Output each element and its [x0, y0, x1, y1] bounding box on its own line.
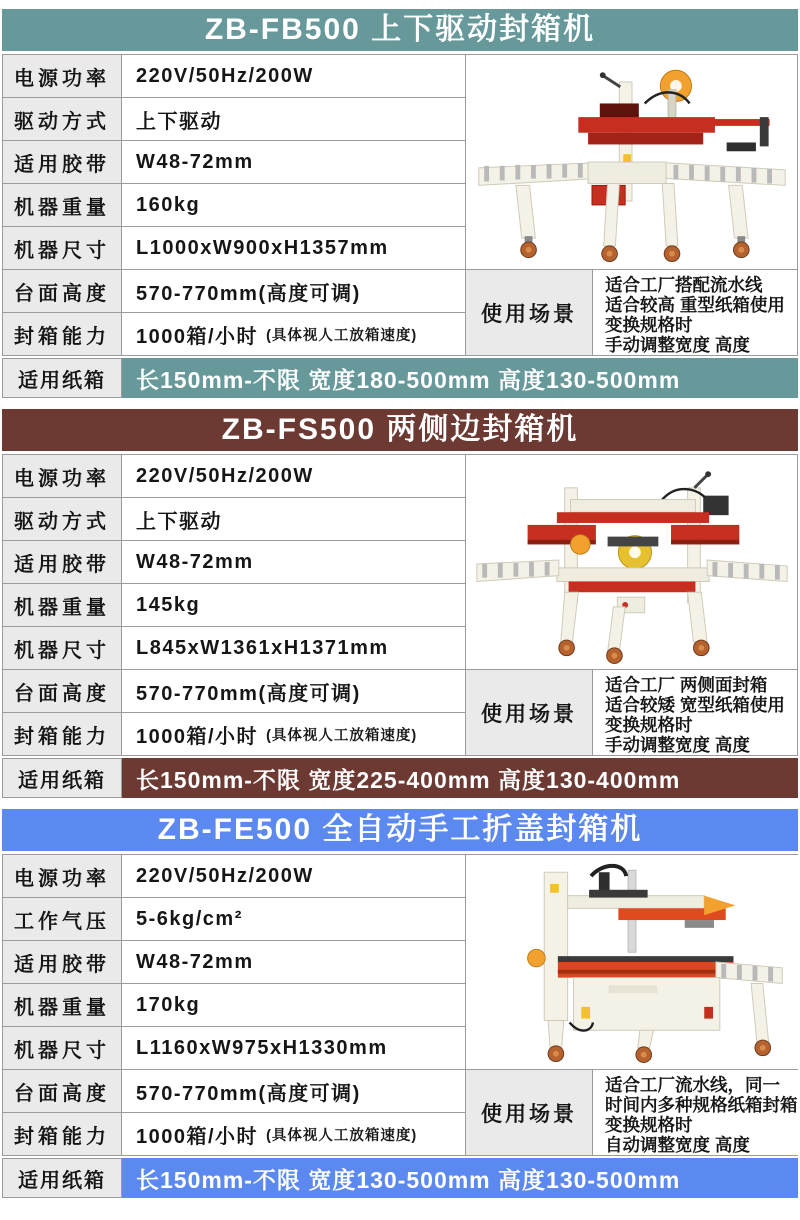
spec-label: 机器尺寸: [3, 1027, 121, 1069]
spec-value: 160kg: [122, 184, 465, 226]
spec-label: 机器重量: [3, 984, 121, 1026]
spec-label: 机器尺寸: [3, 627, 121, 669]
spec-value: 220V/50Hz/200W: [122, 55, 465, 97]
spec-label: 封箱能力: [3, 313, 121, 355]
usage-text: [593, 670, 797, 755]
spec-value: 220V/50Hz/200W: [122, 855, 465, 897]
usage-line: 时间内多种规格纸箱封箱: [605, 1095, 798, 1115]
spec-value-note: (具体视人工放箱速度): [266, 1127, 418, 1144]
usage-line: 手动调整宽度 高度: [605, 335, 750, 355]
carton-row: [2, 1158, 798, 1198]
spec-label: 电源功率: [3, 55, 121, 97]
usage-line: 变换规格时: [605, 315, 693, 335]
usage-line: 变换规格时: [605, 715, 693, 735]
machine-illustration: [472, 859, 794, 1065]
spec-label: 机器重量: [3, 584, 121, 626]
spec-label: 封箱能力: [3, 713, 121, 755]
section-zb-fs500: [2, 409, 798, 798]
machine-illustration: [471, 459, 793, 665]
spec-label: 台面高度: [3, 670, 121, 712]
spec-label: 电源功率: [3, 455, 121, 497]
spec-label: 台面高度: [3, 270, 121, 312]
spec-value: [122, 313, 465, 355]
spec-value: 570-770mm(高度可调): [122, 1070, 465, 1112]
usage-line: 适合较高 重型纸箱使用: [605, 295, 785, 315]
spec-table: [2, 454, 798, 756]
spec-value-main: 1000箱/小时: [136, 325, 259, 348]
spec-label: 台面高度: [3, 1070, 121, 1112]
carton-value: 长150mm-不限 宽度130-500mm 高度130-500mm: [122, 1158, 798, 1198]
spec-value: 570-770mm(高度可调): [122, 270, 465, 312]
spec-label: 适用胶带: [3, 941, 121, 983]
spec-value: W48-72mm: [122, 141, 465, 183]
usage-text: [593, 270, 797, 355]
usage-cell: [466, 670, 797, 755]
carton-row: [2, 358, 798, 398]
spec-label: 机器尺寸: [3, 227, 121, 269]
usage-text: [593, 1070, 800, 1155]
spec-value-main: 1000箱/小时: [136, 725, 259, 748]
spec-value: 上下驱动: [122, 498, 465, 540]
spec-value-main: 1000箱/小时: [136, 1125, 259, 1148]
machine-photo-zb-fe500: [466, 855, 800, 1069]
spec-value: 170kg: [122, 984, 465, 1026]
spec-label: 驱动方式: [3, 498, 121, 540]
spec-label: 电源功率: [3, 855, 121, 897]
usage-line: 适合工厂 两侧面封箱: [605, 675, 768, 695]
machine-photo-zb-fs500: [466, 455, 797, 669]
usage-line: 适合工厂流水线，同一: [605, 1075, 780, 1095]
usage-line: 变换规格时: [605, 1115, 693, 1135]
section-title: ZB-FS500 两侧边封箱机: [2, 409, 798, 451]
spec-value: L1000xW900xH1357mm: [122, 227, 465, 269]
spec-value: 145kg: [122, 584, 465, 626]
carton-label: 适用纸箱: [2, 758, 122, 798]
section-zb-fe500: [2, 809, 798, 1198]
usage-label: 使用场景: [466, 670, 593, 755]
carton-value: 长150mm-不限 宽度180-500mm 高度130-500mm: [122, 358, 798, 398]
usage-line: 适合较矮 宽型纸箱使用: [605, 695, 785, 715]
section-zb-fb500: [2, 9, 798, 398]
usage-cell: [466, 270, 797, 355]
spec-label: 适用胶带: [3, 141, 121, 183]
usage-line: 自动调整宽度 高度: [605, 1135, 750, 1155]
usage-cell: [466, 1070, 800, 1155]
carton-row: [2, 758, 798, 798]
carton-label: 适用纸箱: [2, 358, 122, 398]
usage-label: 使用场景: [466, 1070, 593, 1155]
spec-value: [122, 1113, 465, 1155]
spec-label: 机器重量: [3, 184, 121, 226]
carton-value: 长150mm-不限 宽度225-400mm 高度130-400mm: [122, 758, 798, 798]
machine-illustration: [471, 59, 793, 265]
spec-table: [2, 54, 798, 356]
usage-line: 手动调整宽度 高度: [605, 735, 750, 755]
section-title: ZB-FE500 全自动手工折盖封箱机: [2, 809, 798, 851]
spec-table: [2, 854, 798, 1156]
spec-label: 驱动方式: [3, 98, 121, 140]
machine-photo-zb-fb500: [466, 55, 797, 269]
spec-value: W48-72mm: [122, 541, 465, 583]
section-title: ZB-FB500 上下驱动封箱机: [2, 9, 798, 51]
spec-value: W48-72mm: [122, 941, 465, 983]
spec-value: [122, 713, 465, 755]
usage-label: 使用场景: [466, 270, 593, 355]
spec-value: L1160xW975xH1330mm: [122, 1027, 465, 1069]
spec-value: L845xW1361xH1371mm: [122, 627, 465, 669]
spec-label: 工作气压: [3, 898, 121, 940]
spec-value-note: (具体视人工放箱速度): [266, 327, 418, 344]
spec-value: 5-6kg/cm²: [122, 898, 465, 940]
usage-line: 适合工厂搭配流水线: [605, 275, 763, 295]
spec-value: 570-770mm(高度可调): [122, 670, 465, 712]
spec-label: 封箱能力: [3, 1113, 121, 1155]
carton-label: 适用纸箱: [2, 1158, 122, 1198]
spec-value: 220V/50Hz/200W: [122, 455, 465, 497]
spec-value: 上下驱动: [122, 98, 465, 140]
spec-label: 适用胶带: [3, 541, 121, 583]
spec-value-note: (具体视人工放箱速度): [266, 727, 418, 744]
